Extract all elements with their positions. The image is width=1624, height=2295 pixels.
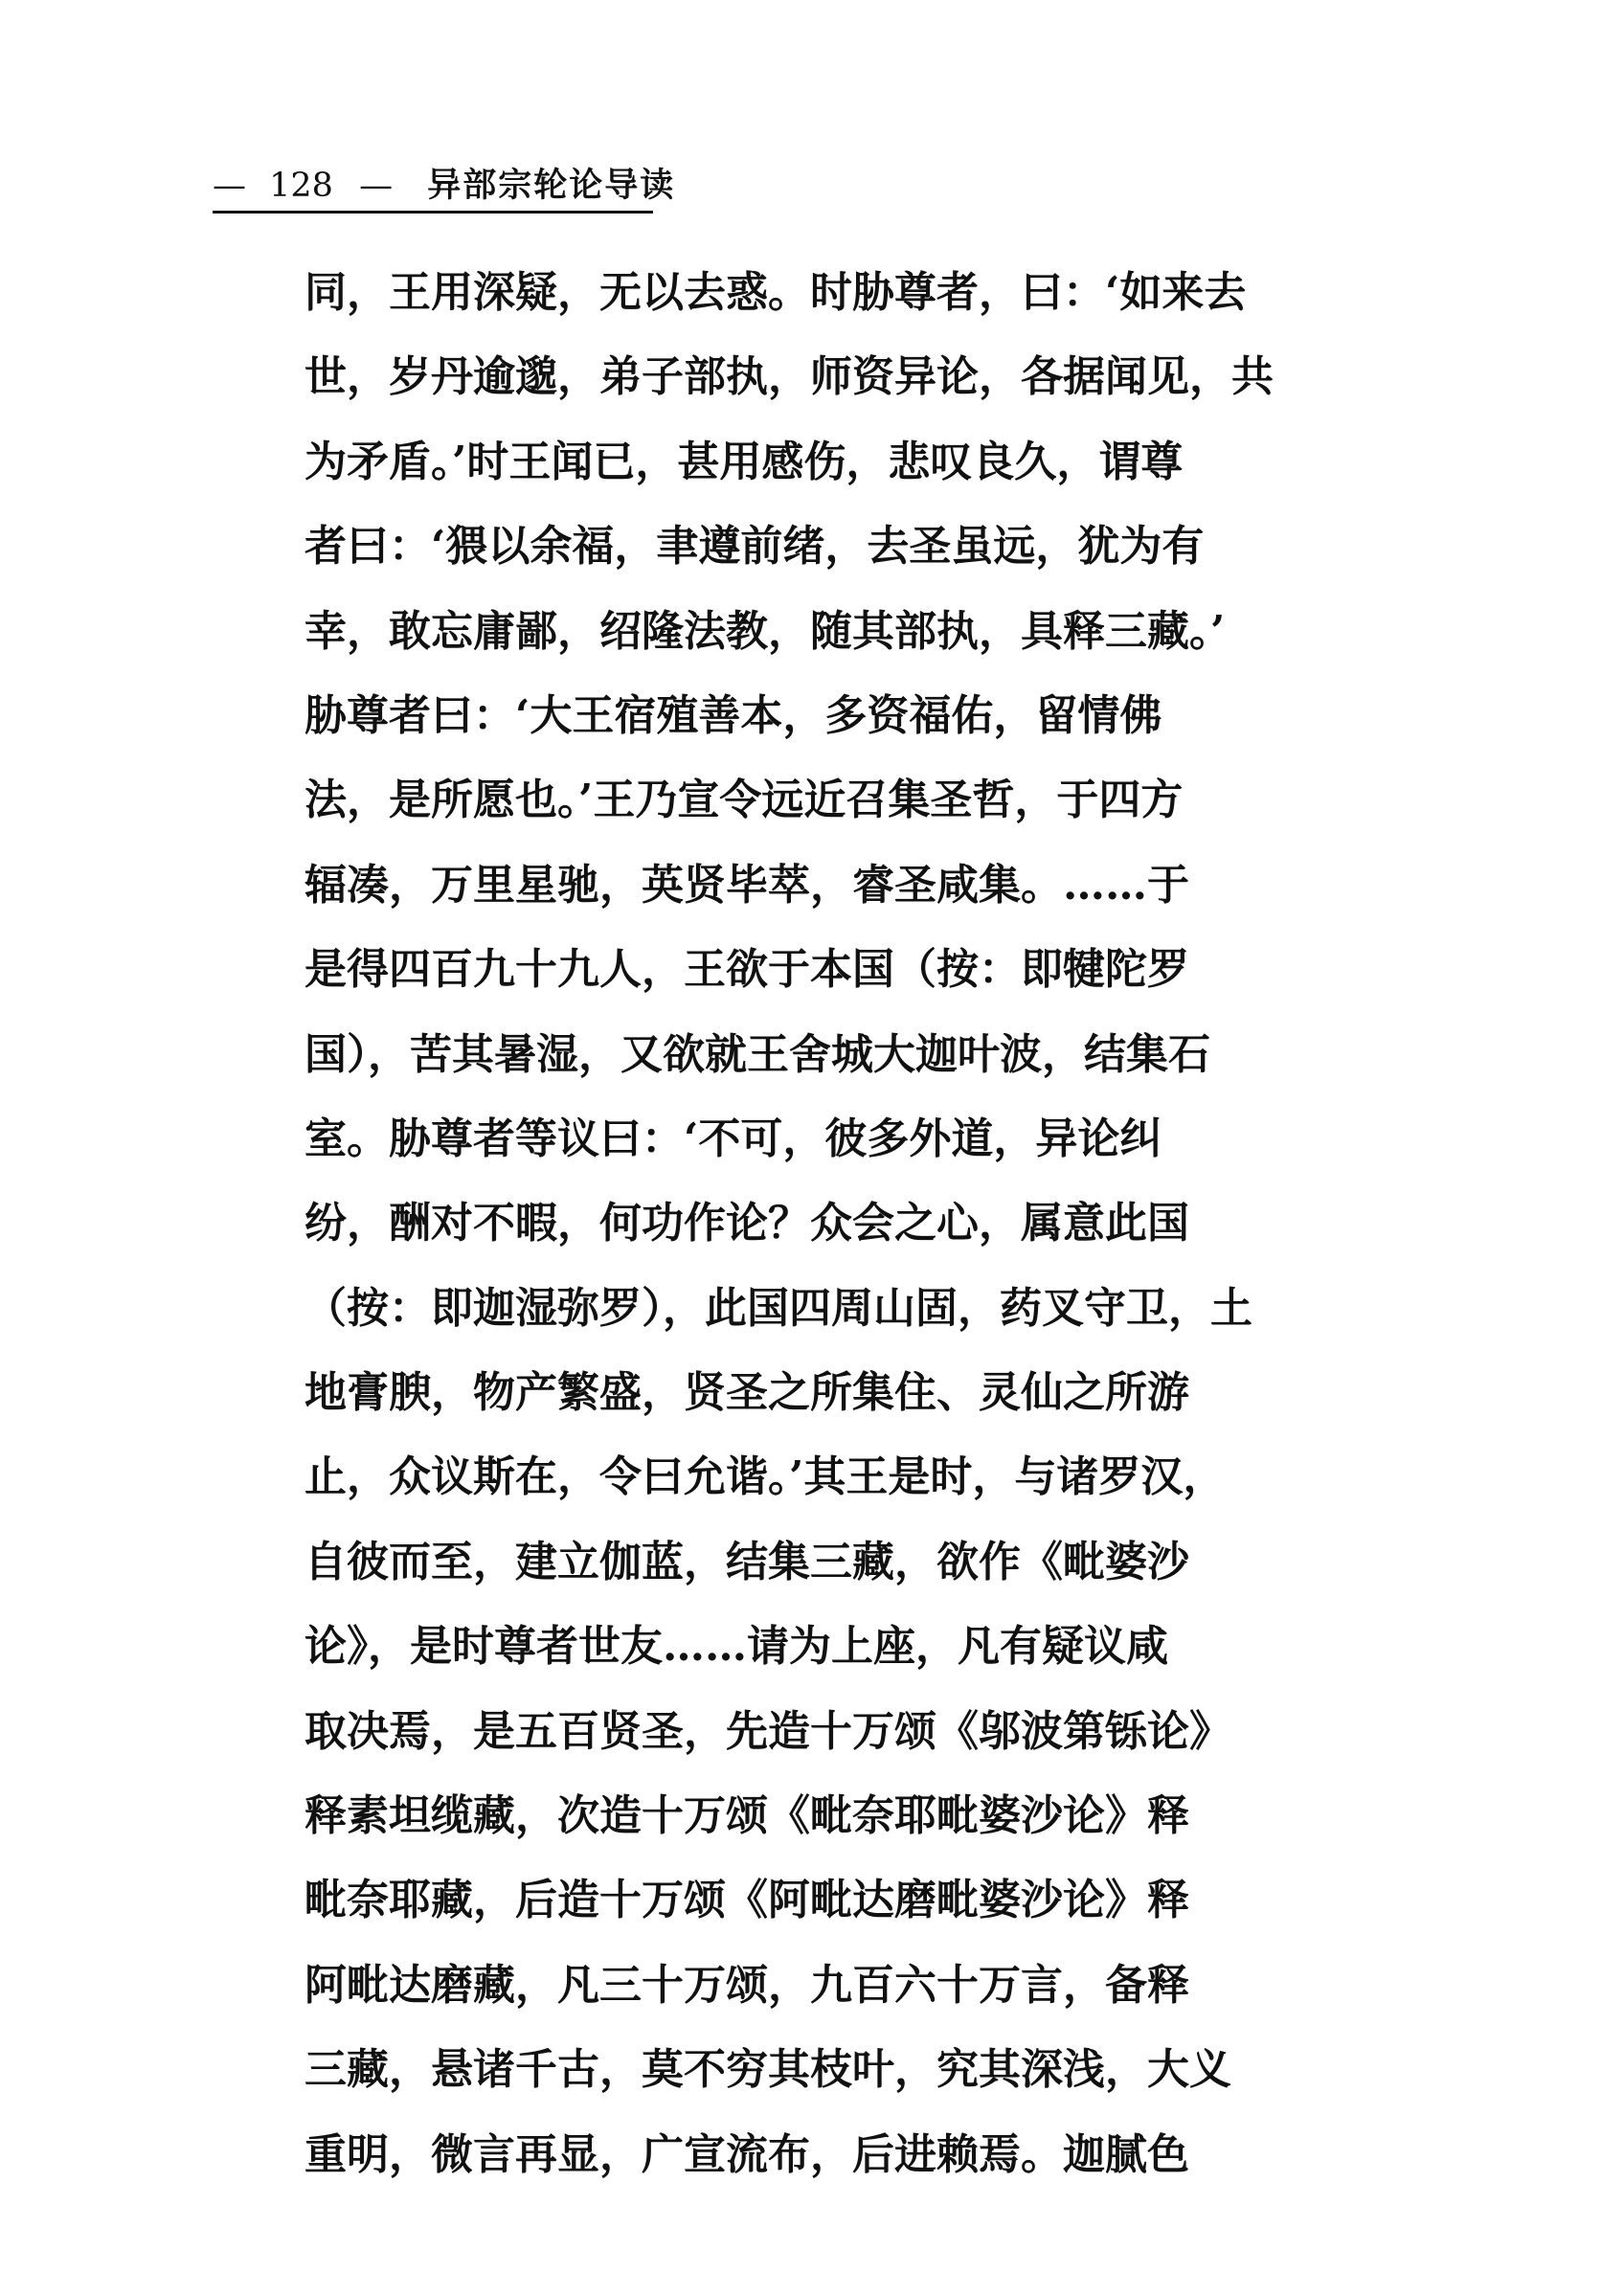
header-dash-right: —: [359, 167, 394, 205]
text-line: 毗奈耶藏，后造十万颂《阿毗达磨毗婆沙论》释: [304, 1876, 1189, 1925]
text-line: 同，王用深疑，无以去惑。时胁尊者，曰：‘如来去: [304, 268, 1247, 317]
text-line: 止，众议斯在，令曰允谐。’其王是时，与诸罗汉，: [304, 1452, 1226, 1502]
body-text: [304, 251, 1320, 2197]
text-line: 释素坦缆藏，次造十万颂《毗奈耶毗婆沙论》释: [304, 1791, 1189, 1841]
page-number: 128: [269, 167, 333, 205]
text-line: 者曰：‘猥以余福，聿遵前绪，去圣虽远，犹为有: [304, 522, 1205, 572]
text-line: 世，岁丹逾邈，弟子部执，师资异论，各据闻见，共: [304, 352, 1274, 402]
page-header: [213, 161, 676, 214]
text-line: 是得四百九十九人，王欲于本国（按：即犍陀罗: [304, 945, 1189, 995]
header-dash-left: —: [213, 167, 246, 205]
text-line: 论》，是时尊者世友……请为上座，凡有疑议咸: [304, 1622, 1168, 1672]
book-title: 异部宗轮论导读: [427, 166, 676, 205]
text-line: 纷，酬对不暇，何功作论？众会之心，属意此国: [304, 1199, 1189, 1249]
text-line: （按：即迦湿弥罗），此国四周山固，药叉守卫，土: [304, 1283, 1252, 1333]
text-line: 辐凑，万里星驰，英贤毕萃，睿圣咸集。……于: [304, 860, 1189, 910]
text-line: 法，是所愿也。’王乃宣令远近召集圣哲，于四方: [304, 776, 1184, 825]
text-line: 重明，微言再显，广宣流布，后进赖焉。迦腻色: [304, 2129, 1189, 2179]
text-line: 取决焉，是五百贤圣，先造十万颂《邬波第铄论》: [304, 1706, 1231, 1756]
text-line: 幸，敢忘庸鄙，绍隆法教，随其部执，具释三藏。’: [304, 606, 1226, 656]
text-line: 地膏腴，物产繁盛，贤圣之所集住、灵仙之所游: [304, 1368, 1189, 1418]
text-line: 国），苦其暑湿，又欲就王舍城大迦叶波，结集石: [304, 1029, 1210, 1079]
text-line: 室。胁尊者等议曰：‘不可，彼多外道，异论纠: [304, 1114, 1162, 1163]
text-line: 自彼而至，建立伽蓝，结集三藏，欲作《毗婆沙: [304, 1537, 1189, 1586]
text-line: 三藏，悬诸千古，莫不穷其枝叶，究其深浅，大义: [304, 2045, 1231, 2095]
text-line: 阿毗达磨藏，凡三十万颂，九百六十万言，备释: [304, 1960, 1189, 2010]
text-line: 为矛盾。’时王闻已，甚用感伤，悲叹良久，谓尊: [304, 437, 1184, 486]
text-line: 胁尊者曰：‘大王宿殖善本，多资福佑，留情佛: [304, 690, 1162, 740]
